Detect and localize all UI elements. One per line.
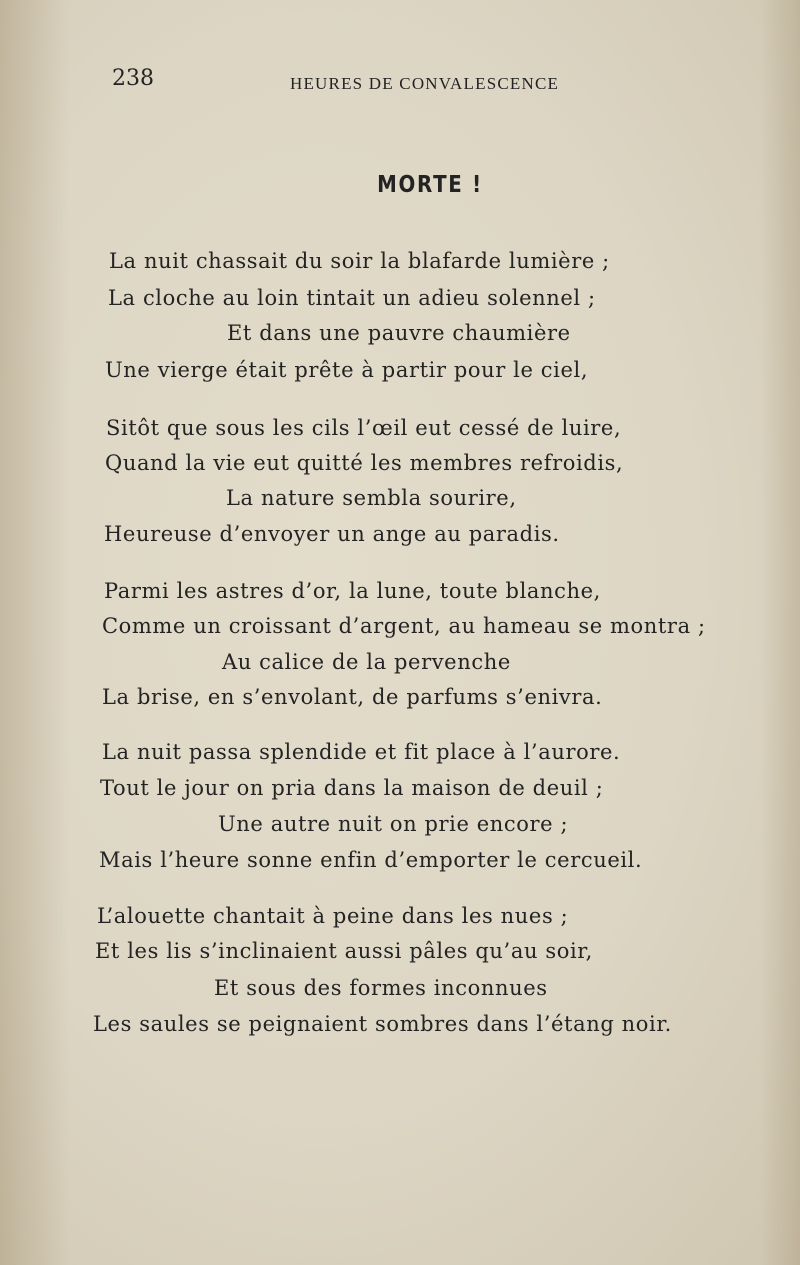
- verse-line: Tout le jour on pria dans la maison de deuil ;: [100, 776, 604, 800]
- verse-line: Heureuse d’envoyer un ange au paradis.: [104, 522, 560, 546]
- verse-line: Et les lis s’inclinaient aussi pâles qu’au soir,: [95, 939, 593, 963]
- verse-line: Quand la vie eut quitté les membres refroidis,: [105, 451, 624, 475]
- verse-line: La brise, en s’envolant, de parfums s’enivra.: [102, 685, 603, 709]
- verse-line: La cloche au loin tintait un adieu solennel ;: [108, 286, 596, 310]
- verse-line: La nuit chassait du soir la blafarde lumière ;: [109, 249, 610, 273]
- verse-line: Et sous des formes inconnues: [214, 976, 548, 1000]
- running-title: HEURES DE CONVALESCENCE: [290, 74, 560, 93]
- verse-line: Sitôt que sous les cils l’œil eut cessé de luire,: [106, 416, 622, 440]
- verse-line: Comme un croissant d’argent, au hameau se montra ;: [102, 614, 706, 638]
- verse-line: L’alouette chantait à peine dans les nues ;: [97, 904, 569, 928]
- poem-title: MORTE !: [377, 172, 483, 198]
- verse-line: Parmi les astres d’or, la lune, toute blanche,: [104, 579, 601, 603]
- verse-line: Et dans une pauvre chaumière: [227, 321, 571, 345]
- page-number: 238: [112, 66, 154, 91]
- verse-line: Les saules se peignaient sombres dans l’étang noir.: [93, 1012, 672, 1036]
- verse-line: La nuit passa splendide et fit place à l’aurore.: [102, 740, 621, 764]
- verse-line: Mais l’heure sonne enfin d’emporter le cercueil.: [99, 848, 643, 872]
- verse-line: Une autre nuit on prie encore ;: [218, 812, 569, 836]
- verse-line: Au calice de la pervenche: [222, 650, 511, 674]
- verse-line: La nature sembla sourire,: [226, 486, 517, 510]
- verse-line: Une vierge était prête à partir pour le ciel,: [105, 358, 589, 382]
- page-header: [112, 66, 582, 96]
